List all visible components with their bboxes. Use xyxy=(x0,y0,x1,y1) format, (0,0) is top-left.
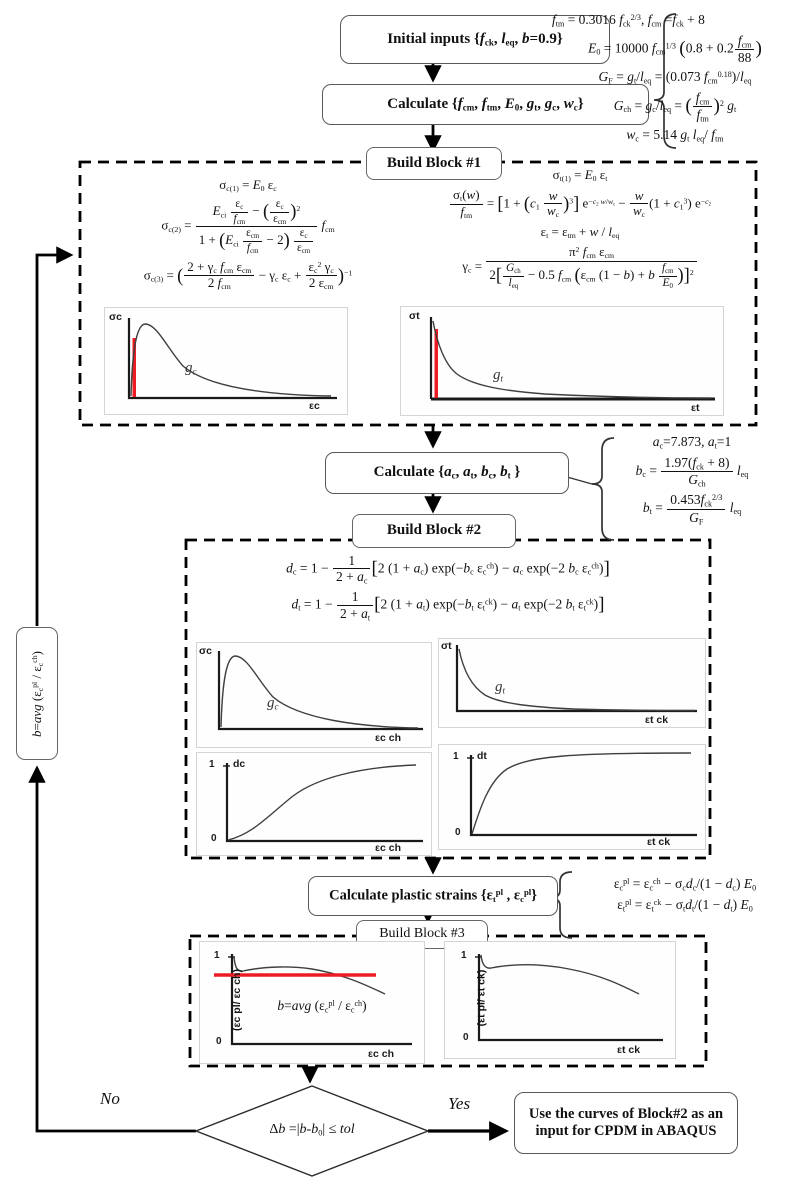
equation-e0: $E_0 = 10000$ $f_{cm}^{1/3}$ (0.8 + 0.2 $f_{cm}$ 88 ) xyxy=(588,32,762,65)
calculate-3-label: Calculate plastic strains {$\varepsilon_t^{pl}$ , $\varepsilon_c^{pl}$} xyxy=(329,887,537,905)
calculate-1-label: Calculate {$f_{cm}$, $f_{tm}$, $E_0$, $g_t$, $g_c$, $w_c$} xyxy=(387,95,584,113)
yes-label: Yes xyxy=(448,1094,471,1113)
axes xyxy=(479,954,663,1040)
equation-dc: $d_c = 1$ − $\frac{1}{2 + a_c}$ [2 $(1 + a_c)$ $\exp(-b_c$ $\varepsilon_c^{ch}) - a_c$ exp(−2 $b_c$ $\varepsilon_c^{ch}$)] xyxy=(286,553,610,586)
y-axis-label: (εc pl/ εc ch) xyxy=(230,969,243,1031)
b-average-annotation: b=avg $(\varepsilon_c^{pl} / \varepsilon_c^{ch})$ xyxy=(277,998,367,1015)
x-axis-label: εt ck xyxy=(617,1044,641,1056)
tick-1: 1 xyxy=(461,950,467,961)
gc-area-label: $g_c$ xyxy=(267,695,279,712)
y-axis-label: dt xyxy=(477,750,487,762)
build-block-2-title xyxy=(352,514,516,548)
initial-inputs-label: Initial inputs {$f_{ck}$, $l_{eq}$, b=0.9} xyxy=(387,30,563,48)
equation-gch: $G_{ch} = g_c/l_{eq}$ = ( $f_{cm}$ $f_{tm}$ )$^2$ $g_t$ xyxy=(613,89,737,124)
equation-sigma-c3: $\sigma_{c(3)}$ = ( $2 + \gamma_c$ $f_{cm}$ $\varepsilon_{cm}$ 2 $f_{cm}$ − $\gamma_c$ $\varepsilon_c$ + $\varepsilon_c^2$ $\gamma_c$ 2 $\varepsilon_{cm}$ )$^{-1}$ xyxy=(143,258,353,292)
y-axis-label: σt xyxy=(441,640,452,652)
y-axis-label: dc xyxy=(233,758,246,770)
x-axis-label: εc ch xyxy=(375,732,401,744)
block3-b-ratio-tension-plot xyxy=(444,941,676,1059)
y-axis-label: σc xyxy=(199,645,213,657)
dt-curve xyxy=(472,753,691,834)
tick-1: 1 xyxy=(209,759,215,770)
tick-0: 0 xyxy=(455,827,461,838)
equation-dt: $d_t = 1$ − $\frac{1}{2 + a_t}$ [2 $(1 + a_t)$ $\exp(-b_t$ $\varepsilon_t^{ck}) - a_t$ exp(−2 $b_t$ $\varepsilon_t^{ck}$)] xyxy=(291,589,605,622)
x-axis-label: εc xyxy=(309,400,320,412)
equation-ac-at: $a_c=7.873$, $a_t=1$ xyxy=(652,434,732,451)
equation-wc: $w_c = 5.14$ $g_t$ $l_{eq}/$ $f_{tm}$ xyxy=(626,127,724,144)
feedback-to-block1-path xyxy=(37,255,71,626)
tick-1: 1 xyxy=(214,950,220,961)
tick-0: 0 xyxy=(463,1032,469,1043)
no-label: No xyxy=(100,1089,120,1108)
equation-bt: $b_t$ = $0.453f_{ck}^{2/3}$ $G_F$ $l_{eq}$ xyxy=(642,492,742,526)
equation-sigma-c1: $\sigma_{c(1)} = E_0$ $\varepsilon_c$ xyxy=(219,177,277,194)
equation-ftm: $f_{tm} = 0.3016$ $f_{ck}^{2/3}$, $f_{cm} =f_{ck} + 8$ xyxy=(552,12,705,29)
block2-damage-equations xyxy=(196,551,700,624)
top-equations xyxy=(552,10,798,146)
equation-sigma-tw: $\sigma_t(w)$ $f_{tm}$ = [$1 + (c_1$ $\frac{w}{w_c}$ )$^3$] $e^{-c_2 w/w_c}$ − $\frac{w}{w_c}$ $(1 + c_1^3)$ $e^{-c_2}$ xyxy=(449,188,711,221)
gc-area-label: $g_c$ xyxy=(185,360,197,377)
mid-equations xyxy=(586,432,798,528)
gt-area-label: $g_t$ xyxy=(493,367,504,384)
axes xyxy=(457,645,697,711)
block2-dt-plot xyxy=(438,744,706,850)
block2-dc-plot xyxy=(196,752,432,856)
x-axis-label: εc ch xyxy=(375,842,401,854)
block1-tension-equations xyxy=(406,166,754,292)
block1-compression-equations xyxy=(86,176,410,294)
x-axis-label: εt ck xyxy=(647,836,671,848)
equation-gf: $G_F = g_t/l_{eq} = (0.073$ $f_{cm}^{0.18})/l_{eq}$ xyxy=(598,69,752,86)
block1-compression-plot xyxy=(104,307,348,415)
calculate-box-2 xyxy=(325,452,569,494)
block1-tension-plot xyxy=(400,306,724,416)
y-axis-label: (εt pl/ εt ck) xyxy=(475,969,488,1027)
decision-condition-label: $\Delta b =|b-b_0|$ ≤ tol xyxy=(269,1122,355,1138)
final-output-box xyxy=(514,1092,738,1154)
block3-b-ratio-compression-plot xyxy=(199,941,425,1064)
dc-curve xyxy=(228,765,416,840)
final-output-label: Use the curves of Block#2 as an input for CPDM in ABAQUS xyxy=(528,1106,724,1139)
build-block-1-title-label: Build Block #1 xyxy=(386,154,482,171)
axes xyxy=(227,763,423,841)
b-ratio-curve xyxy=(481,955,639,994)
equation-gamma-c: $\gamma_c$ = $\pi^2$ $f_{cm}$ $\varepsilon_{cm}$ 2[ $G_{ch}$ $l_{eq}$ − 0.5 $f_{cm}$ ($\varepsilon_{cm}$ (1 − b) + b $f_{cm}$ $E_0$ )]$^2$ xyxy=(462,245,697,290)
calculate-2-label: Calculate {$a_c$, $a_t$, $b_c$, $b_t$ } xyxy=(373,464,521,481)
axes xyxy=(471,755,697,835)
x-axis-label: εt xyxy=(691,402,700,414)
plastic-strain-equations xyxy=(570,874,800,915)
equation-eps-t: $\varepsilon_t = \varepsilon_{tm} + w / l_{eq}$ xyxy=(540,223,620,241)
tick-0: 0 xyxy=(211,833,217,844)
equation-sigma-t1: $\sigma_{t(1)} = E_0$ $\varepsilon_t$ xyxy=(552,167,608,184)
block2-sigma-t-plot xyxy=(438,638,706,728)
tension-curve xyxy=(433,321,711,398)
y-axis-label: σc xyxy=(109,311,123,323)
equation-eps-t-pl: $\varepsilon_t^{pl} = \varepsilon_t^{ck} - \sigma_td_t/(1 - d_t)$ $E_0$ xyxy=(617,896,753,913)
x-axis-label: εc ch xyxy=(368,1048,394,1060)
calculate-box-3 xyxy=(308,876,558,916)
feedback-b-average-label: b=avg $(\varepsilon_c^{pl} / \varepsilon_c^{ch})$ xyxy=(28,650,46,737)
x-axis-label: εt ck xyxy=(645,714,669,726)
tick-1: 1 xyxy=(453,751,459,762)
tick-0: 0 xyxy=(216,1036,222,1047)
build-block-2-title-label: Build Block #2 xyxy=(386,522,482,539)
no-feedback-path xyxy=(37,768,196,1131)
build-block-3-title-label: Build Block #3 xyxy=(379,926,465,942)
equation-sigma-c2: $\sigma_{c(2)}$ = $E_{ci}$ $\varepsilon_c$ $f_{cm}$ − ( $\varepsilon_c$ $\varepsilon_{cm}$ )$^2$ $1 + (E_{ci}$ $\varepsilon_{cm}$ $f_{cm}$ − 2) $\varepsilon_c$ $\varepsilon_{cm}$ $f_{cm}$ xyxy=(161,198,335,255)
equation-bc: $b_c$ = $1.97(f_{ck} + 8)$ $G_{ch}$ $l_{eq}$ xyxy=(635,454,749,489)
block2-sigma-c-plot xyxy=(196,642,432,748)
y-axis-label: σt xyxy=(409,310,420,322)
equation-eps-c-pl: $\varepsilon_c^{pl} = \varepsilon_c^{ch} - \sigma_cd_c/(1 - d_c)$ $E_0$ xyxy=(613,876,757,893)
compression-curve xyxy=(131,324,331,396)
compression-curve xyxy=(221,656,418,728)
feedback-b-average-box xyxy=(16,627,58,760)
gt-area-label: $g_t$ xyxy=(495,679,506,696)
axes xyxy=(129,318,337,398)
